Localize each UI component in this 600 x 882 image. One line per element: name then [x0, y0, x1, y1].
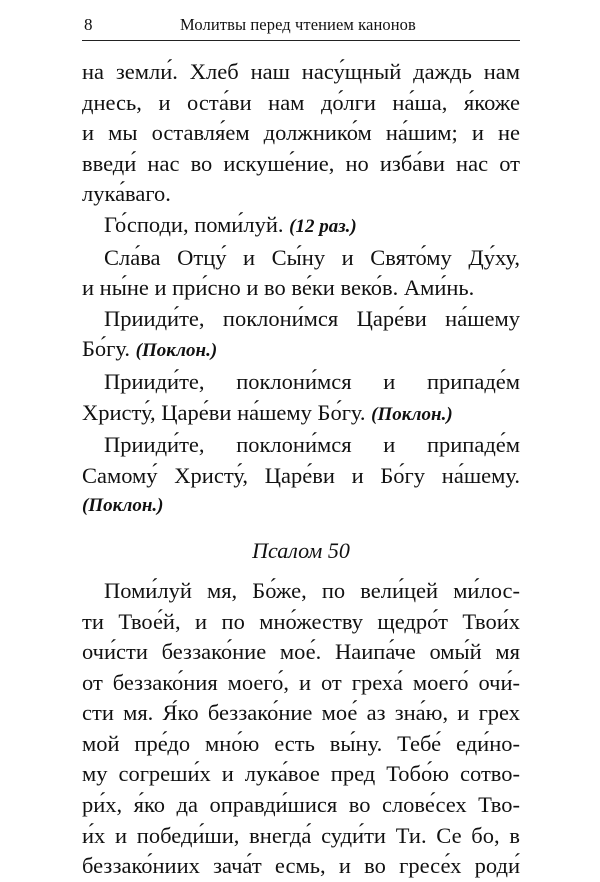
text-line: ри́х, я́ко да оправди́шися во слове́сех Тво-	[82, 792, 520, 818]
prayer-text	[82, 57, 520, 882]
text-line: мой пре́до мно́ю есть вы́ну. Тебе́ еди́но-	[82, 730, 520, 756]
rubric-note: (Поклон.)	[82, 495, 164, 517]
text-line: введи́ нас во искуше́ние, но изба́ви нас от	[82, 150, 520, 176]
text-line-with-rubric	[82, 398, 520, 431]
text-line: от беззако́ния моего́, и от греха́ моего́ очи́-	[82, 669, 520, 695]
paragraph-lord-have-mercy	[82, 210, 520, 243]
rubric-note: (Поклон.)	[135, 340, 218, 362]
text-line: и́х и победи́ши, внегда́ суди́ти Ти. Се бо, в	[82, 822, 520, 848]
text-line: беззако́ниих зача́т есмь, и во гресе́х роди́	[82, 853, 520, 879]
text-fragment: Бо́гу.	[82, 336, 131, 362]
rubric-note: (Поклон.)	[371, 403, 453, 425]
text-line-with-rubric	[82, 334, 520, 367]
text-line: лука́ваго.	[82, 181, 171, 207]
text-line: Поми́луй мя, Бо́же, по вели́цей ми́лос-	[104, 577, 520, 603]
text-line: на земли́. Хлеб наш насу́щный даждь нам	[82, 59, 520, 84]
paragraph-come-worship-3	[82, 430, 520, 522]
text-line: очи́сти беззако́ние мое́. Наипа́че омы́й мя	[82, 639, 520, 665]
text-line: Го́споди, поми́луй.	[104, 211, 284, 237]
text-line: му согреши́х и лука́вое пред Тобо́ю сотво-	[82, 761, 520, 787]
rubric-note: (12 раз.)	[289, 215, 357, 237]
text-line: Прииди́те, поклони́мся и припаде́м	[104, 368, 520, 394]
running-header	[82, 14, 520, 41]
text-line: Прииди́те, поклони́мся и припаде́м	[104, 432, 520, 458]
paragraph-come-worship-2	[82, 367, 520, 430]
psalm-title: Псалом 50	[252, 537, 350, 563]
text-line: и ны́не и при́сно и во ве́ки веко́в. Ами́нь.	[82, 275, 475, 301]
paragraph-glory	[82, 243, 520, 304]
paragraph-come-worship-1	[82, 304, 520, 367]
page-number: 8	[84, 15, 93, 34]
paragraph-lords-prayer-end	[82, 57, 520, 210]
text-line: ти Твое́й, и по мно́жеству щедро́т Твои́х	[82, 608, 520, 634]
text-fragment: Христу́, Царе́ви на́шему Бо́гу.	[82, 399, 366, 425]
text-line: днесь, и оста́ви нам до́лги на́ша, я́коже	[82, 89, 520, 115]
paragraph-psalm-50	[82, 576, 520, 882]
book-page	[82, 14, 520, 882]
text-line: Сла́ва Отцу́ и Сы́ну и Свято́му Ду́ху,	[104, 244, 520, 270]
text-line: сти мя. Я́ко беззако́ние мое́ аз зна́ю, и грех	[82, 700, 520, 726]
text-line: Самому́ Христу́, Царе́ви и Бо́гу на́шему.	[82, 462, 520, 488]
text-line: и мы оставля́ем должнико́м на́шим; и не	[82, 120, 520, 146]
text-line: Прииди́те, поклони́мся Царе́ви на́шему	[104, 305, 520, 331]
running-title: Молитвы перед чтением канонов	[180, 15, 416, 34]
